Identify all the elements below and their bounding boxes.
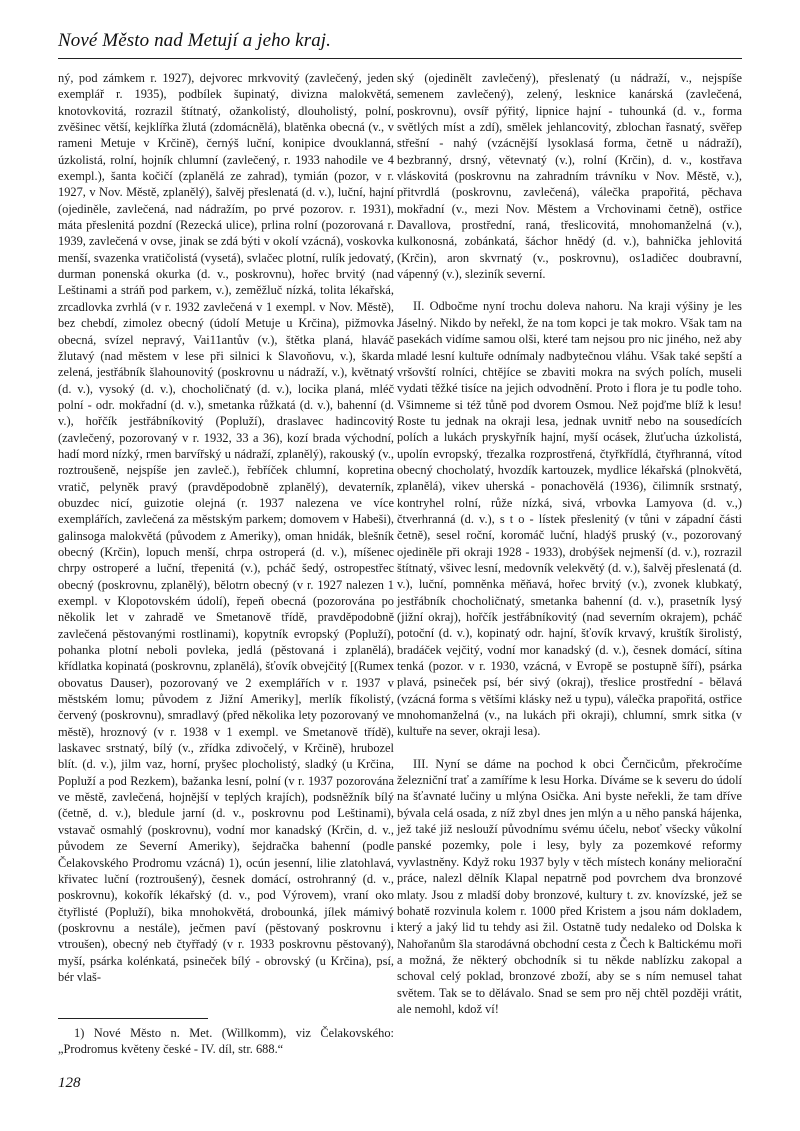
right-column <box>397 70 742 1017</box>
section-ii-paragraph: II. Odbočme nyní trochu doleva nahoru. Na kraji výšiny je les Jáselný. Nikdo by neřekl, že na tom kopci je tak mokro. Však tam na pasekách vidíme samou olši, které tam nejsou pro nic jiného, než aby mladé lesní kultuře odnímaly nadbytečnou vláhu. Však také sepští a vršovští rolníci, chtějíce se zbaviti mokra na svých polích, museli vydati těžké tisíce na jejich odvodnění. Proto i flora je tu podle toho. Všimneme si též tůně pod dvorem Osmou. Než pojďme blíž k lesu! Roste tu jednak na okraji lesa, jednak uvnitř nebo na sousedících polích a lukách pryskyřník hajní, myší ocásek, žluťucha úzkolistá, upolín evropský, třezalka rozprostřená, čtyřkřídlá, čtyřhranná, vítod obecný chocholatý, hvozdík kartouzek, mydlice lékařská (plnokvětá, zplanělá), vikev uherská - ponachovělá (1936), čilimník srstnatý, kontryhel rolní, růže nízká, sivá, vrbovka Lamyova (d. v.,) čtverhranná (d. v.), s t o - lístek přeslenitý (v tůni v západní části četně), sesel roční, koromáč luční, hladýš pruský (v., pozorovaný ojediněle při okraji 1928 - 1933), drobýšek nejmenší (d. v.), rozrazil štítnatý, všivec lesní, medovník velekvětý (d. v.), šalvěj přeslenatá (d. v.), luční, pomněnka měňavá, hořec brvitý (v.), zvonek klubkatý, jestřábník chocholičnatý, smetanka bahenní (d. v.), prasetník lysý (jižní okraj), hořčík jestřábníkovitý (nad severním okrajem), pcháč potoční (d. v.), kopinatý odr. hajní, šťovík krvavý, kruštík širolistý, bradáček vejčitý, vodní mor kanadský (d. v.), česnek domácí, sítina tenká (pozor. v r. 1930, vzácná, v Evropě se postupně šíří), psárka plavá, psineček psí, bér sivý (okraj), třeslice prostřední - bělavá (vzácná forma s většími klásky než u typu), válečka prapořitá, ostřice mnohomanželná (v., na lukách při okraji), chlumní, smrk sitka (v kultuře na sever, okraji lesa). <box>397 299 743 739</box>
footnote-text: 1) Nové Město n. Met. (Willkomm), viz Čelakovského: „Prodromus květeny české - IV. díl, str. 688.“ <box>58 1026 394 1057</box>
running-title: Nové Město nad Metují a jeho kraj. <box>58 30 332 51</box>
right-paragraph-1: ský (ojedinělt zavlečený), přeslenatý (u nádraží, v., nejspíše semenem zavlečený), zelený, lesknice kanárská (zavlečená, poskrovnu), ovsíř pýřitý, lipnice hajní - tuhounká (d. v., forma světlých míst a zdí), smělek jehlancovitý, zblochan řasnatý, svěřep střešní - nahý (vzácnější lysoklasá forma, četně u nádraží), bezbranný, drsný, větevnatý (v.), rolní (Krčin), d. v., kostřava vláskovitá (poskrovnu na zahradním trávníku v Nov. Městě, v.), přitvrdlá (poskrovnu, zavlečená), válečka prapořitá, pěchava mokřadní (v., mezi Nov. Městem a Vrchovinami četně), ostřice Davallova, prostřední, raná, třeslicovitá, mnohomanželná (v.), kulkonosná, zobánkatá, šáchor hnědý (d. v.), bahnička jehlovitá (Krčin), aron skvrnatý (v., poskrovnu), os1adičec doubravní, vápenný (v.), sleziník severní. <box>397 71 742 282</box>
footnote <box>58 1025 394 1058</box>
left-paragraph-1: ný, pod zámkem r. 1927), dejvorec mrkvovitý (zavlečený, jeden exemplář r. 1935), podbílek šupinatý, divizna malokvětá, knotovkovitá, rozrazil štítnatý, ožankolistý, dlouholistý, polní, zvěšinec větší, kejklířka žlutá (zdomácnělá), blatěnka obecná (v., v rameni Metuje v Krčině), černýš luční, konipice dvouklanná, úzkolistá, rolní, hojník chlumní (zavlečený, r. 1933 nahodile ve 4 exempl.), šanta kočičí (zplanělá ze zahrad), tymián (pozor, v r. 1927, v Nov. Městě, zplanělý), šalvěj přeslenatá (d. v.), luční, hajní (ojediněle, zavlečená, nad nádražím, po prvé pozorov. r. 1931), máta přeslenitá pozdní (Rezecká ulice), prlina rolní (pozorovaná r. 1939, zavlečená v ovse, jinak se zdá býti v okolí vzácná), voskovka menší, svazenka vratičolistá (vysetá), svlačec plotní, rulík jedovatý, durman ponenská okurka (d. v., poskrovnu), hořec brvitý (nad Leštinami a stráň pod parkem, v.), zeměžluč nízká, tolita lékařská, zrcadlovka zvrhlá (v r. 1932 zavlečená v 1 exempl. v Nov. Městě), bez chebdí, zimolez obecný (údolí Metuje u Krčina), pižmovka obecná, svízel nepravý, Vai11antův (v.), štětka planá, hlaváč žlutavý (nad městem v lese při silnici k Slavoňovu, v.), škarda zelená, jestřábník šlahounovitý (poskrovnu u nádraží, v.), květnatý (d. v.), vysoký (d. v.), chocholičnatý (d. v.), locika planá, mléč polní - odr. mokřadní (d. v.), smetanka růžkatá (d. v.), bahenní (d. v.), hořčík jestřábníkovitý (Popluží), draslavec hadincovitý (zavlečený, pozorovaný v r. 1932, 33 a 36), kozí brada východní, hadí mord nízký, rmen barvířský u nádraží, zplanělý), rakouský (v., roztroušeně, nejspíše jen zavleč.), řebříček chlumní, kopretina vratič, pelyněk pravý (pravděpodobně zplanělý), devaterník, obuzdec nicí, guizotie olejná (r. 1937 nalezena ve více exemplářích, zavlečená za městským parkem; domovem v Habeši), galinsoga malokvětá (původem z Ameriky), oman hnidák, blešník obecný (Krčin), lopuch menší, chrpa ostroperá (d. v.), míšenec chrpy ostroperé a luční, třepenitá (v.), pcháč šedý, ostropestřec obecný (poskrovnu, zplanělý), bělotrn obecný (v r. 1927 nalezen 1 exempl. v Klopotovském údolí), řepeň obecná (pozorována po několik let v zahradě ve Smetanově třídě, pravděpodobně zavlečená pěstovanými rostlinami), kopytník evropský (Popluží), pohanka plotní neboli povleka, jedlá (pěstovaná i zplanělá), křídlatka kopinatá (poskrovnu, zplanělá), šťovík obvejčitý [(Rumex obovatus Dauser), pozorovaný ve 2 exemplářích v r. 1937 v městském lomu; původem z Jižní Ameriky], merlík fíkolistý, červený (poskrovnu), smradlavý (před několika lety pozorovaný ve městě), hroznový (v r. 1938 v 1 exempl. ve Smetanově třídě), laskavec srstnatý, bílý (v., zřídka zdivočelý, v Krčině), hrubozel blít. (d. v.), jilm vaz, horní, pryšec plocholistý, sladký (u Krčina, Popluží a pod Rezkem), bažanka lesní, polní (v r. 1937 pozorována ve městě, zavlečená, hojnější v teplých krajích), podsněžník bílý (četně, d. v.), bledule jarní (d. v., poskrovnu pod Leštinami), vstavač osmahlý (poskrovnu), vodní mor kanadský (Krčin, d. v., původem ze Severní Ameriky), šejdračka bahenní (podle Čelakovského Prodromu vzácná) 1), ocún jesenní, lilie zlatohlavá, křivatec luční (roztroušený), česnek domácí, ostrohranný (d. v., poskrovnu), kokořík lékařský (d. v., pod Výrovem), vraní oko čtyřlisté (Popluží), bika mnohokvětá, drobounká, jílek mámivý (poskrovnu a nestále), ječmen paví (pěstovaný poskrovnu i vtroušen), obecný neb čtyřřadý (v r. 1933 poskrovnu pěstovaný), myší, psárka kolénkatá, psineček bílý - obrovský (u Krčina), psí, bér vlaš- <box>58 71 394 984</box>
section-iii-paragraph: III. Nyní se dáme na pochod k obci Černčicům, překročíme železniční trať a zamíříme k lesu Horka. Díváme se k severu do údolí na šťavnaté lučiny u mlýna Osička. Ani byste neřekli, že tam dříve bývala celá osada, z níž zbyl dnes jen mlýn a u něho panská hájenka, jež také již neslouží původnímu svému účelu, neboť všecky vůkolní panské pozemky, pole i lesy, byly za pozemkové reformy vyvlastněny. Když roku 1937 byly v těch místech konány meliorační práce, nalezl dělník Klapal nepatrně pod povrchem dva bronzové mlaty. Jsou z mladší doby bronzové, kultury t. zv. knovízské, jež se bohatě rozvinula kolem r. 1000 před Kristem a jsou nám dokladem, který a jaký lid tu tehdy asi žil. Ostatně tudy nedaleko od Dolska k Nahořanům šla starodávná obchodní cesta z Čech k Baltickému moři a možná, že některý obchodník si tu někde nablízku zakopal a schoval celý poklad, bronzové zboží, aby se s ním nemusel tahat světem. Tak se to dělávalo. Snad se sem pro něj chtěl později vrátit, ale nemohl, kdož ví! <box>397 756 742 1016</box>
header-rule <box>58 58 742 59</box>
footnote-rule <box>58 1018 208 1019</box>
left-column <box>58 70 394 985</box>
page-number: 128 <box>58 1075 81 1091</box>
